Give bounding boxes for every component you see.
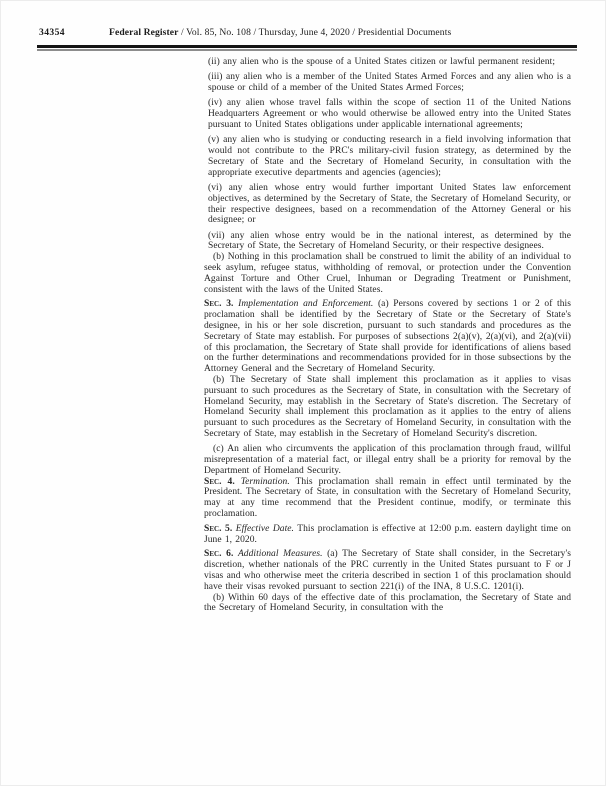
page-header: [39, 27, 575, 38]
paragraph-10: (c) An alien who circumvents the application of this proclamation through fraud, willful misrepresentation of a material fact, or illegal entry shall be a priority for removal by the Department of Homeland Security.: [204, 444, 571, 476]
section-title: Additional Measures.: [237, 549, 323, 560]
paragraph-12: Sec. 5. Effective Date. This proclamation is effective at 12:00 p.m. eastern daylight time on June 1, 2020.: [204, 523, 571, 545]
header-rule-thick: [37, 45, 577, 48]
header-rule-thin: [37, 49, 577, 51]
section-label: Sec. 3.: [204, 299, 234, 310]
document-body: [204, 57, 571, 614]
header-rule: [37, 45, 577, 51]
section-label: Sec. 6.: [204, 549, 234, 560]
paragraph-13: Sec. 6. Additional Measures. (a) The Secretary of State shall consider, in the Secretary's discretion, whether nationals of the PRC currently in the United States pursuant to F or J visas and who otherwise meet the criteria described in section 1 of this proclamation should have their visas revoked pursuant to section 221(i) of the INA, 8 U.S.C. 1201(i).: [204, 549, 571, 592]
journal-meta: / Vol. 85, No. 108 / Thursday, June 4, 2020 / Presidential Documents: [181, 27, 452, 38]
paragraph-9: (b) The Secretary of State shall implement this proclamation as it applies to visas pursuant to such procedures as the Secretary of State, in consultation with the Secretary of Homeland Security, may establish in the Secretary of State's discretion. The Secretary of Homeland Security shall implement this proclamation as it applies to the entry of aliens pursuant to such procedures as the Secretary of Homeland Security, in consultation with the Secretary of State, may establish in the Secretary of Homeland Security's discretion.: [204, 375, 571, 439]
paragraph-4: (v) any alien who is studying or conducting research in a field involving information that would not contribute to the PRC's military-civil fusion strategy, as determined by the Secretary of State and the Secretary of Homeland Security, in consultation with the appropriate executive departments and agencies (agencies);: [208, 135, 571, 178]
section-title: Implementation and Enforcement.: [238, 299, 374, 310]
section-title: Termination.: [240, 476, 290, 487]
section-label: Sec. 4.: [204, 476, 235, 487]
paragraph-1: (ii) any alien who is the spouse of a United States citizen or lawful permanent resident;: [208, 57, 556, 67]
section-title: Effective Date.: [235, 523, 294, 534]
page-number: 34354: [39, 27, 65, 38]
paragraph-2: (iii) any alien who is a member of the United States Armed Forces and any alien who is a spouse or child of a member of the United States Armed Forces;: [208, 72, 571, 94]
paragraph-14: (b) Within 60 days of the effective date of this proclamation, the Secretary of State and the Secretary of Homeland Security, in consultation with the: [204, 592, 571, 614]
journal-title: Federal Register: [109, 27, 179, 38]
paragraph-11: Sec. 4. Termination. This proclamation shall remain in effect until terminated by the President. The Secretary of State, in consultation with the Secretary of Homeland Security, may at any time recommend that the President continue, modify, or terminate this proclamation.: [204, 476, 571, 520]
paragraph-8: Sec. 3. Implementation and Enforcement. (a) Persons covered by sections 1 or 2 of this proclamation shall be identified by the Secretary of State or the Secretary of State's designee, in his or her sole discretion, pursuant to such standards and procedures as the Secretary of State may establish. For purposes of subsections 2(a)(v), 2(a)(vi), and 2(a)(vii) of this proclamation, the Secretary of State shall provide for identifications of aliens based on the further determinations and recommendations provided for in those subsections by the Attorney General and the Secretary of Homeland Security.: [204, 299, 571, 375]
paragraph-7: (b) Nothing in this proclamation shall be construed to limit the ability of an individual to seek asylum, refugee status, withholding of removal, or protection under the Convention Against Torture and Other Cruel, Inhuman or Degrading Treatment or Punishment, consistent with the laws of the United States.: [204, 252, 571, 295]
paragraph-5: (vi) any alien whose entry would further important United States law enforcement objectives, as determined by the Secretary of State, the Secretary of Homeland Security, or their respective designees, based on a recommendation of the Attorney General or his designee; or: [208, 182, 571, 226]
section-label: Sec. 5.: [204, 523, 233, 534]
paragraph-3: (iv) any alien whose travel falls within the scope of section 11 of the United Nations Headquarters Agreement or who would otherwise be allowed entry into the United States pursuant to United States obligations under applicable international agreements;: [208, 98, 571, 130]
paragraph-6: (vii) any alien whose entry would be in the national interest, as determined by the Secretary of State, the Secretary of Homeland Security, or their respective designees.: [208, 230, 571, 252]
masthead: [109, 27, 451, 38]
